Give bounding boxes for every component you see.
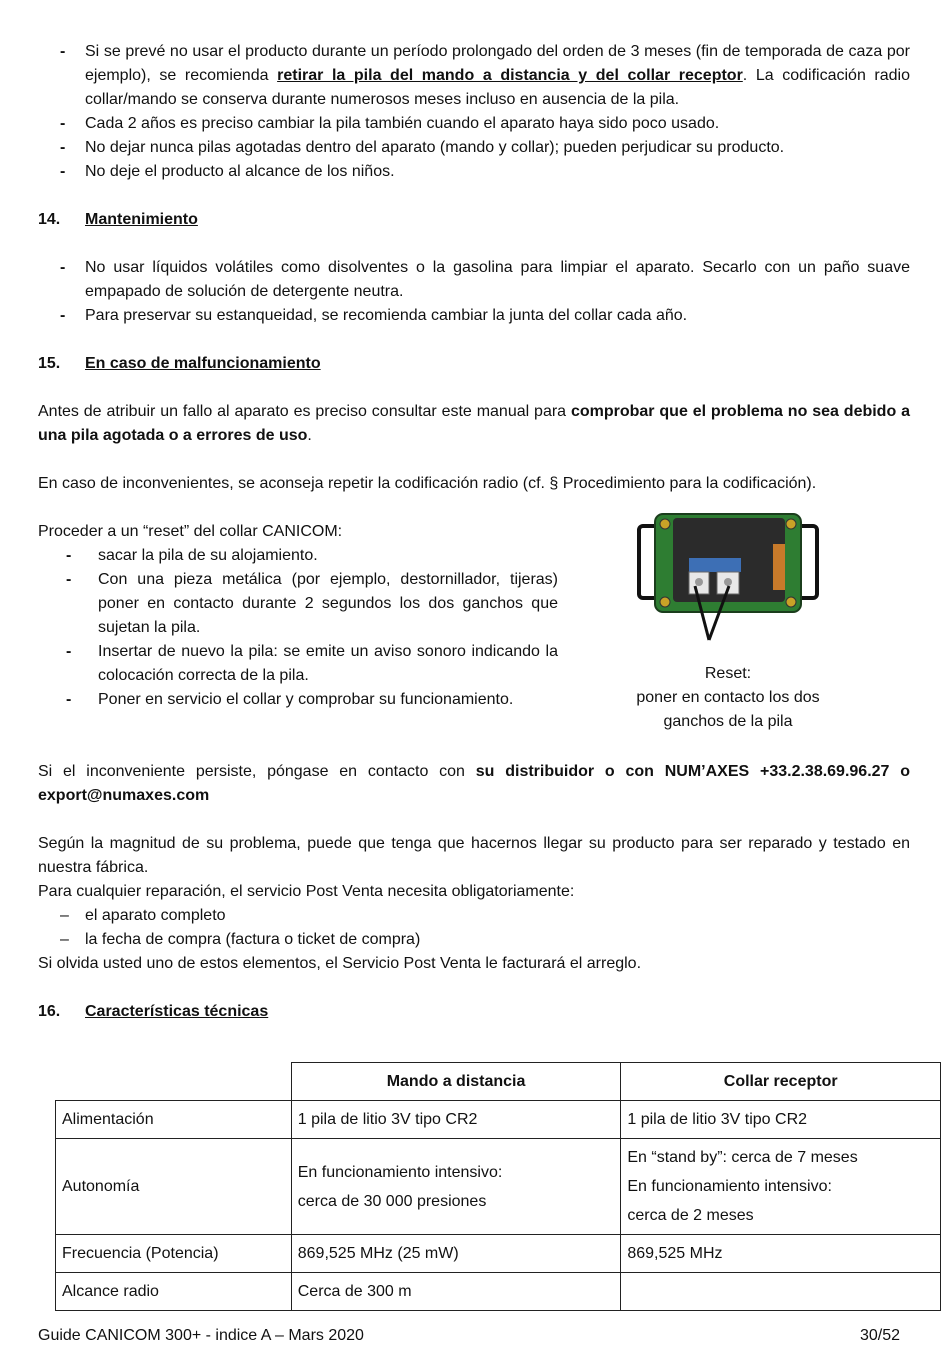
- bullet-text: No deje el producto al alcance de los niños.: [85, 163, 395, 180]
- table-row: [56, 1139, 941, 1235]
- section-number: 15.: [38, 355, 61, 372]
- bullet-dash: –: [60, 907, 69, 924]
- row-label: Alimentación: [56, 1101, 292, 1139]
- step-text: Poner en servicio el collar y comprobar su funcionamiento.: [98, 691, 514, 708]
- bullet-text: Para preservar su estanqueidad, se recomienda cambiar la junta del collar cada año.: [85, 307, 688, 324]
- cell-line: 869,525 MHz: [627, 1245, 723, 1262]
- intro-text-end: .: [307, 427, 312, 444]
- reset-intro: Proceder a un “reset” del collar CANICOM:: [38, 523, 343, 540]
- intro-emphasis: comprobar que el problema no sea debido a una pila agotada o a errores de uso: [38, 403, 910, 444]
- bullet-dash: -: [66, 547, 72, 564]
- reset-steps: [38, 520, 558, 712]
- technical-specs-table: [55, 1062, 941, 1311]
- table-cell: [291, 1235, 621, 1273]
- caption-line: ganchos de la pila: [663, 713, 793, 730]
- repair-paragraph-3: Si olvida usted uno de estos elementos, el Servicio Post Venta le facturará el arreglo.: [38, 955, 642, 972]
- table-cell: [621, 1235, 941, 1273]
- battery-bullet-3: [38, 136, 910, 160]
- battery-bullet-4: [38, 160, 910, 184]
- table-row: [56, 1101, 941, 1139]
- contact-emphasis: su distribuidor o con NUM’AXES +33.2.38.69.96.27 o export@numaxes.com: [38, 763, 911, 804]
- battery-bullet-2: [38, 112, 910, 136]
- section-title: En caso de malfuncionamiento: [85, 355, 321, 372]
- document-page: [38, 40, 910, 1024]
- caption-line: poner en contacto los dos: [636, 689, 820, 706]
- maintenance-bullet-2: [38, 304, 910, 328]
- cell-line: Cerca de 300 m: [297, 1283, 412, 1300]
- maintenance-bullet-1: [38, 256, 910, 304]
- reset-block: [38, 520, 910, 730]
- section-number: 14.: [38, 211, 61, 228]
- intro-text: Antes de atribuir un fallo al aparato es preciso consultar este manual para: [38, 403, 571, 420]
- repair-item-1: [38, 904, 910, 928]
- step-text: Con una pieza metálica (por ejemplo, destornillador, tijeras) poner en contacto durante 2 segundos los dos ganchos que sujetan la pila.: [98, 571, 558, 636]
- bullet-dash: -: [60, 163, 66, 180]
- section-15-heading: [38, 352, 910, 376]
- bullet-dash: –: [60, 931, 69, 948]
- row-label: Frecuencia (Potencia): [56, 1235, 292, 1273]
- cell-line: 1 pila de litio 3V tipo CR2: [297, 1111, 478, 1128]
- table-row: [56, 1235, 941, 1273]
- bullet-emphasis: retirar la pila del mando a distancia y del collar receptor: [277, 67, 743, 84]
- cell-line: 1 pila de litio 3V tipo CR2: [627, 1111, 808, 1128]
- table-cell: [621, 1273, 941, 1311]
- section-14-heading: [38, 208, 910, 232]
- bullet-dash: -: [60, 115, 66, 132]
- reset-step-1: [38, 544, 558, 568]
- bullet-text: Cada 2 años es preciso cambiar la pila también cuando el aparato haya sido poco usado.: [85, 115, 720, 132]
- collar-reset-figure: [633, 508, 833, 734]
- cell-line: En funcionamiento intensivo:: [627, 1178, 832, 1195]
- footer-page-number: 30/52: [859, 1327, 900, 1344]
- cell-line: cerca de 30 000 presiones: [297, 1192, 487, 1210]
- bullet-dash: -: [66, 643, 72, 660]
- table-cell: [291, 1139, 621, 1235]
- table-row: [56, 1273, 941, 1311]
- section-title: Mantenimiento: [85, 211, 198, 228]
- figure-caption: [623, 662, 833, 734]
- bullet-text: No usar líquidos volátiles como disolventes o la gasolina para limpiar el aparato. Secarlo con un paño suave empapado de solución de detergente neutra.: [85, 259, 910, 300]
- section-number: 16.: [38, 1003, 61, 1020]
- contact-info: [38, 760, 910, 808]
- bullet-dash: -: [60, 139, 66, 156]
- bullet-text: No dejar nunca pilas agotadas dentro del aparato (mando y collar); pueden perjudicar su producto.: [85, 139, 785, 156]
- section-16-heading: [38, 1000, 910, 1024]
- column-header: Collar receptor: [621, 1063, 941, 1101]
- caption-line: Reset:: [704, 665, 752, 682]
- table-header-row: [56, 1063, 941, 1101]
- column-header: Mando a distancia: [291, 1063, 621, 1101]
- bullet-dash: -: [60, 43, 66, 60]
- bullet-dash: -: [60, 259, 66, 276]
- footer-document-title: Guide CANICOM 300+ - indice A – Mars 2020: [38, 1327, 364, 1344]
- table-corner: [56, 1063, 292, 1101]
- reset-step-2: [38, 568, 558, 640]
- row-label: Autonomía: [56, 1139, 292, 1235]
- item-text: el aparato completo: [85, 907, 226, 924]
- battery-bullet-1: [38, 40, 910, 112]
- table-cell: [291, 1273, 621, 1311]
- reset-step-4: [38, 688, 558, 712]
- malfunction-intro: [38, 400, 910, 448]
- bullet-text: . La codificación radio collar/mando se conserva durante numerosos meses incluso en ausencia de la pila.: [85, 67, 911, 108]
- cell-line: 869,525 MHz (25 mW): [297, 1245, 459, 1262]
- item-text: la fecha de compra (factura o ticket de compra): [85, 931, 421, 948]
- repair-item-2: [38, 928, 910, 952]
- row-label: Alcance radio: [56, 1273, 292, 1311]
- section-title: Características técnicas: [85, 1003, 269, 1020]
- bullet-text: Si se prevé no usar el producto durante un período prolongado del orden de 3 meses (fin de temporada de caza por ejemplo), se recomienda: [85, 43, 910, 84]
- bullet-dash: -: [66, 691, 72, 708]
- reset-step-3: [38, 640, 558, 688]
- repair-paragraph-1: Según la magnitud de su problema, puede que tenga que hacernos llegar su producto para ser reparado y testado en nuestra fábrica.: [38, 835, 910, 876]
- table-cell: [621, 1101, 941, 1139]
- recode-advice: En caso de inconvenientes, se aconseja repetir la codificación radio (cf. § Procedimiento para la codificación).: [38, 475, 817, 492]
- bullet-dash: -: [60, 307, 66, 324]
- table-cell: [291, 1101, 621, 1139]
- table-cell: [621, 1139, 941, 1235]
- bullet-dash: -: [66, 571, 72, 588]
- cell-line: En funcionamiento intensivo:: [297, 1163, 503, 1181]
- cell-line: En “stand by”: cerca de 7 meses: [627, 1149, 858, 1166]
- cell-line: cerca de 2 meses: [627, 1207, 754, 1224]
- contact-text: Si el inconveniente persiste, póngase en contacto con: [38, 763, 476, 780]
- step-text: Insertar de nuevo la pila: se emite un aviso sonoro indicando la colocación correcta de la pila.: [98, 643, 558, 684]
- step-text: sacar la pila de su alojamiento.: [98, 547, 318, 564]
- collar-battery-illustration: [633, 508, 823, 648]
- repair-paragraph-2: Para cualquier reparación, el servicio Post Venta necesita obligatoriamente:: [38, 883, 575, 900]
